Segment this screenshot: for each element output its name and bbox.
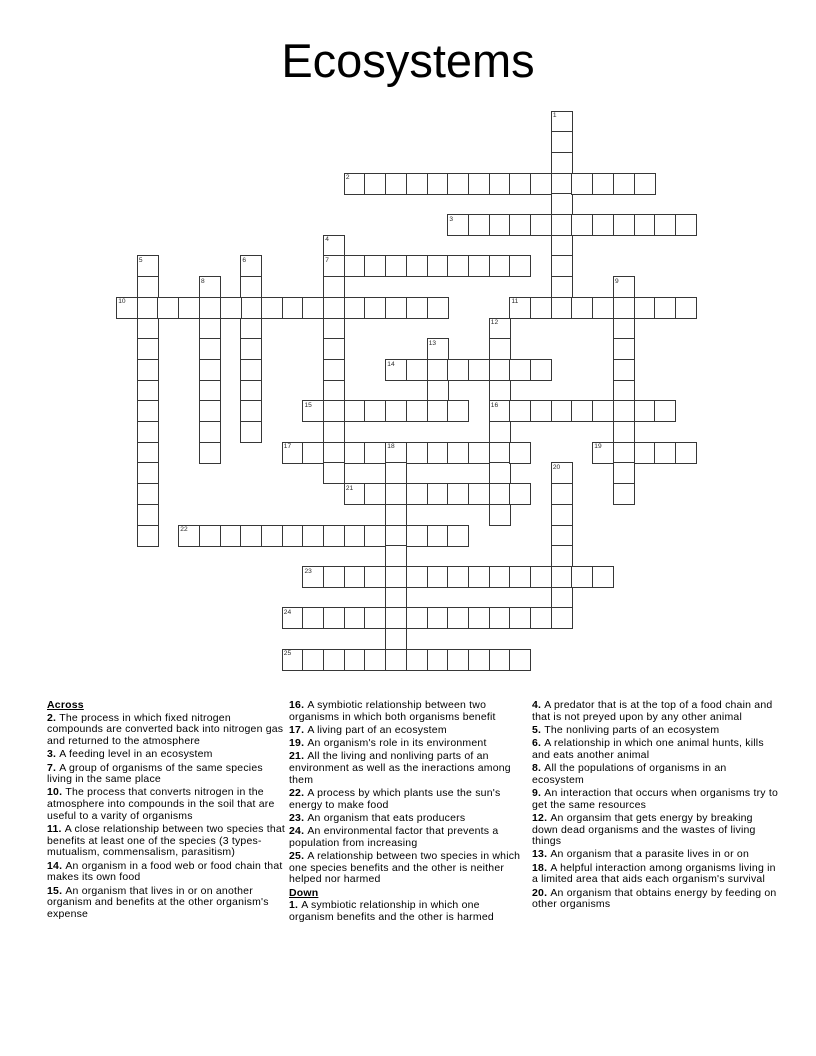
grid-cell[interactable] <box>447 255 469 277</box>
grid-cell[interactable] <box>509 607 531 629</box>
grid-cell[interactable] <box>302 297 324 319</box>
grid-cell[interactable] <box>530 607 552 629</box>
clue-number: 2. <box>47 711 60 724</box>
grid-cell[interactable] <box>551 504 573 526</box>
grid-cell[interactable] <box>344 400 366 422</box>
grid-number-label: 5 <box>138 257 143 264</box>
grid-cell[interactable] <box>530 566 552 588</box>
grid-number-label: 19 <box>594 443 602 451</box>
grid-cell[interactable] <box>364 255 386 277</box>
grid-cell[interactable] <box>468 214 490 236</box>
grid-cell[interactable] <box>427 483 449 505</box>
clue-item: 21. All the living and nonliving parts of an environment as well as the ineractions among them <box>289 750 511 786</box>
grid-number-label: 2 <box>345 174 350 182</box>
grid-cell[interactable] <box>571 214 593 236</box>
grid-cell[interactable] <box>613 359 635 381</box>
grid-cell[interactable] <box>654 442 676 464</box>
grid-cell[interactable] <box>427 649 449 671</box>
grid-cell[interactable] <box>157 297 179 319</box>
grid-cell[interactable] <box>302 649 324 671</box>
grid-cell[interactable] <box>406 359 428 381</box>
grid-number-label: 12 <box>490 319 499 327</box>
grid-cell[interactable] <box>489 649 511 671</box>
clue-item: 7. A group of organisms of the same species living in the same place <box>47 761 263 786</box>
grid-cell[interactable] <box>385 504 407 526</box>
grid-cell[interactable] <box>199 525 221 547</box>
grid-cell[interactable] <box>385 255 407 277</box>
grid-cell[interactable] <box>468 359 490 381</box>
grid-number-label: 10 <box>118 298 126 306</box>
grid-cell[interactable] <box>427 380 449 402</box>
grid-cell[interactable] <box>406 483 428 505</box>
grid-cell[interactable] <box>447 173 469 195</box>
grid-cell[interactable] <box>137 421 159 443</box>
grid-number-label: 6 <box>242 257 247 264</box>
clue-item: 1. A symbiotic relationship in which one organism benefits and the other is harmed <box>289 899 494 923</box>
grid-cell[interactable] <box>178 297 200 319</box>
grid-cell[interactable] <box>261 525 283 547</box>
grid-cell[interactable] <box>613 400 635 422</box>
puzzle-title: Ecosystems <box>281 34 535 87</box>
grid-cell[interactable] <box>364 566 386 588</box>
grid-cell[interactable] <box>551 587 573 609</box>
grid-cell[interactable] <box>364 173 386 195</box>
grid-cell[interactable] <box>240 359 262 381</box>
clue-number: 11. <box>47 823 65 836</box>
grid-cell[interactable] <box>323 649 345 671</box>
clue-item: 16. A symbiotic relationship between two organisms in which both organisms benefit <box>289 699 496 723</box>
grid-cell[interactable] <box>509 359 531 381</box>
grid-cell[interactable] <box>406 566 428 588</box>
grid-cell[interactable] <box>489 359 511 381</box>
grid-cell[interactable] <box>364 297 386 319</box>
grid-cell[interactable] <box>592 400 614 422</box>
grid-cell[interactable] <box>551 152 573 174</box>
grid-cell[interactable] <box>613 173 635 195</box>
clue-number: 12. <box>532 811 551 824</box>
grid-cell[interactable] <box>509 649 531 671</box>
grid-cell[interactable] <box>613 421 635 443</box>
grid-cell[interactable] <box>344 607 366 629</box>
grid-cell[interactable] <box>323 297 345 319</box>
clue-number: 9. <box>532 786 545 799</box>
grid-cell[interactable] <box>634 214 656 236</box>
grid-cell[interactable] <box>447 566 469 588</box>
clue-number: 22. <box>289 786 308 799</box>
grid-cell[interactable] <box>385 297 407 319</box>
clue-number: 16. <box>289 699 308 711</box>
grid-cell[interactable] <box>323 566 345 588</box>
grid-cell[interactable] <box>406 255 428 277</box>
grid-cell[interactable] <box>385 173 407 195</box>
grid-cell[interactable] <box>592 566 614 588</box>
grid-cell[interactable] <box>344 525 366 547</box>
grid-cell[interactable] <box>634 173 656 195</box>
clue-item: 6. A relationship in which one animal hunts, kills and eats another animal <box>532 737 764 761</box>
grid-cell[interactable] <box>323 607 345 629</box>
grid-cell[interactable] <box>489 504 511 526</box>
grid-cell[interactable] <box>240 297 262 319</box>
grid-cell[interactable] <box>551 193 573 215</box>
grid-cell[interactable] <box>344 649 366 671</box>
grid-cell[interactable] <box>654 297 676 319</box>
grid-cell[interactable] <box>489 173 511 195</box>
grid-cell[interactable] <box>406 442 428 464</box>
grid-cell[interactable] <box>199 380 221 402</box>
grid-cell[interactable] <box>323 525 345 547</box>
grid-number-label: 25 <box>283 650 292 658</box>
grid-number-label: 23 <box>304 567 312 575</box>
grid-cell[interactable] <box>489 483 511 505</box>
grid-cell[interactable] <box>137 525 159 547</box>
grid-cell[interactable] <box>323 380 345 402</box>
grid-cell[interactable] <box>551 525 573 547</box>
grid-cell[interactable] <box>364 400 386 422</box>
grid-number-label: 8 <box>201 277 205 285</box>
grid-cell[interactable] <box>323 359 345 381</box>
grid-cell[interactable] <box>551 545 573 567</box>
clue-item: 10. The process that converts nitrogen in the atmosphere into compounds in the soil that are useful to a varity of organisms <box>47 786 275 822</box>
grid-cell[interactable] <box>551 607 573 629</box>
clue-number: 15. <box>47 884 66 897</box>
grid-cell[interactable] <box>199 297 221 319</box>
clue-section-header: Across <box>47 699 84 711</box>
grid-cell[interactable] <box>406 525 428 547</box>
grid-cell[interactable] <box>613 483 635 505</box>
grid-cell[interactable] <box>427 173 449 195</box>
grid-cell[interactable] <box>344 297 366 319</box>
grid-cell[interactable] <box>323 421 345 443</box>
grid-cell[interactable] <box>385 649 407 671</box>
grid-cell[interactable] <box>509 566 531 588</box>
clue-item: 20. An organism that obtains energy by feeding on other organisms <box>532 886 777 911</box>
clue-number: 8. <box>532 762 545 775</box>
grid-cell[interactable] <box>364 607 386 629</box>
grid-cell[interactable] <box>406 649 428 671</box>
grid-cell[interactable] <box>137 483 159 505</box>
grid-cell[interactable] <box>530 400 552 422</box>
grid-cell[interactable] <box>220 525 242 547</box>
grid-cell[interactable] <box>385 525 407 547</box>
grid-cell[interactable] <box>551 131 573 153</box>
grid-cell[interactable] <box>323 462 345 484</box>
clue-item: 12. An organsim that gets energy by breaking down dead organisms and the wastes of living things <box>532 811 756 848</box>
grid-cell[interactable] <box>137 380 159 402</box>
grid-cell[interactable] <box>220 297 242 319</box>
grid-number-label: 15 <box>304 401 312 409</box>
grid-cell[interactable] <box>468 255 490 277</box>
grid-cell[interactable] <box>613 214 635 236</box>
grid-cell[interactable] <box>385 587 407 609</box>
grid-number-label: 4 <box>325 236 329 244</box>
grid-cell[interactable] <box>634 442 656 464</box>
grid-cell[interactable] <box>406 173 428 195</box>
grid-cell[interactable] <box>571 297 593 319</box>
clue-item: 24. An environmental factor that prevents a population from increasing <box>289 825 499 849</box>
grid-cell[interactable] <box>385 462 407 484</box>
grid-cell[interactable] <box>551 214 573 236</box>
grid-cell[interactable] <box>261 297 283 319</box>
grid-cell[interactable] <box>447 400 469 422</box>
grid-number-label: 24 <box>283 608 292 616</box>
grid-cell[interactable] <box>344 566 366 588</box>
grid-cell[interactable] <box>302 607 324 629</box>
grid-cell[interactable] <box>509 255 531 277</box>
clue-number: 25. <box>289 849 308 862</box>
grid-cell[interactable] <box>406 297 428 319</box>
grid-cell[interactable] <box>551 235 573 257</box>
grid-cell[interactable] <box>571 566 593 588</box>
grid-cell[interactable] <box>675 214 697 236</box>
grid-number-label: 11 <box>511 298 519 306</box>
grid-cell[interactable] <box>323 400 345 422</box>
grid-cell[interactable] <box>137 297 159 319</box>
clue-item: 3. A feeding level in an ecosystem <box>47 748 213 761</box>
grid-cell[interactable] <box>385 400 407 422</box>
grid-cell[interactable] <box>323 276 345 298</box>
grid-cell[interactable] <box>551 483 573 505</box>
grid-cell[interactable] <box>240 525 262 547</box>
clue-number: 13. <box>532 848 551 861</box>
grid-cell[interactable] <box>240 338 262 360</box>
grid-cell[interactable] <box>385 545 407 567</box>
grid-number-label: 14 <box>387 360 395 368</box>
grid-cell[interactable] <box>427 255 449 277</box>
clue-number: 4. <box>532 699 545 711</box>
grid-cell[interactable] <box>551 297 573 319</box>
grid-cell[interactable] <box>654 214 676 236</box>
grid-cell[interactable] <box>199 442 221 464</box>
grid-cell[interactable] <box>406 607 428 629</box>
grid-cell[interactable] <box>364 483 386 505</box>
grid-cell[interactable] <box>468 173 490 195</box>
clue-item: 14. An organism in a food web or food chain that makes its own food <box>47 859 283 884</box>
clue-number: 23. <box>289 811 308 824</box>
clue-column-2 <box>289 700 525 925</box>
grid-cell[interactable] <box>240 400 262 422</box>
grid-cell[interactable] <box>634 400 656 422</box>
grid-cell[interactable] <box>468 607 490 629</box>
clue-item: 9. An interaction that occurs when organisms try to get the same resources <box>532 786 778 811</box>
grid-cell[interactable] <box>427 525 449 547</box>
grid-cell[interactable] <box>302 442 324 464</box>
grid-cell[interactable] <box>137 359 159 381</box>
grid-cell[interactable] <box>468 566 490 588</box>
grid-cell[interactable] <box>427 297 449 319</box>
grid-cell[interactable] <box>427 359 449 381</box>
grid-cell[interactable] <box>509 173 531 195</box>
clue-item: 15. An organism that lives in or on another organism and benefits at the other organism's expense <box>47 884 269 920</box>
grid-cell[interactable] <box>509 214 531 236</box>
grid-cell[interactable] <box>385 607 407 629</box>
grid-cell[interactable] <box>468 649 490 671</box>
grid-cell[interactable] <box>489 442 511 464</box>
clue-number: 17. <box>289 723 308 736</box>
clue-number: 14. <box>47 859 66 872</box>
grid-cell[interactable] <box>592 214 614 236</box>
grid-number-label: 13 <box>428 339 437 347</box>
grid-number-label: 9 <box>615 277 619 285</box>
clue-number: 6. <box>532 737 545 750</box>
grid-cell[interactable] <box>364 525 386 547</box>
grid-cell[interactable] <box>447 483 469 505</box>
grid-number-label: 22 <box>180 526 188 534</box>
grid-cell[interactable] <box>509 442 531 464</box>
grid-cell[interactable] <box>613 297 635 319</box>
clue-item: 8. All the populations of organisms in an ecosystem <box>532 762 727 786</box>
grid-cell[interactable] <box>199 359 221 381</box>
clue-item: 18. A helpful interaction among organisms living in a limited area that aids each organism's survival <box>532 861 776 886</box>
grid-cell[interactable] <box>468 442 490 464</box>
grid-cell[interactable] <box>592 173 614 195</box>
grid-number-label: 17 <box>283 443 292 451</box>
grid-cell[interactable] <box>240 380 262 402</box>
grid-cell[interactable] <box>551 173 573 195</box>
grid-cell[interactable] <box>613 442 635 464</box>
clue-number: 1. <box>289 899 302 912</box>
clue-number: 20. <box>532 886 551 899</box>
clue-number: 7. <box>47 761 60 774</box>
grid-cell[interactable] <box>530 173 552 195</box>
grid-cell[interactable] <box>509 400 531 422</box>
grid-cell[interactable] <box>364 442 386 464</box>
grid-number-label: 3 <box>449 215 454 223</box>
grid-cell[interactable] <box>675 297 697 319</box>
grid-cell[interactable] <box>509 483 531 505</box>
clue-item: 19. An organism's role in its environment <box>289 737 487 750</box>
grid-cell[interactable] <box>489 214 511 236</box>
clue-number: 5. <box>532 723 545 736</box>
grid-cell[interactable] <box>489 421 511 443</box>
grid-cell[interactable] <box>137 442 159 464</box>
grid-cell[interactable] <box>302 525 324 547</box>
grid-cell[interactable] <box>406 400 428 422</box>
grid-cell[interactable] <box>137 504 159 526</box>
grid-cell[interactable] <box>323 338 345 360</box>
grid-cell[interactable] <box>489 607 511 629</box>
clue-item: 5. The nonliving parts of an ecosystem <box>532 723 720 736</box>
clue-number: 21. <box>289 750 308 763</box>
clue-item: 25. A relationship between two species in which one species benefits and the other is neither helped nor harmed <box>289 849 521 886</box>
grid-cell[interactable] <box>323 318 345 340</box>
grid-number-label: 21 <box>345 484 354 492</box>
grid-cell[interactable] <box>489 462 511 484</box>
grid-cell[interactable] <box>137 276 159 298</box>
clue-section-header: Down <box>289 886 319 899</box>
grid-cell[interactable] <box>199 421 221 443</box>
clue-item: 11. A close relationship between two species that benefits at least one of the species (3 types-mutualism, commensalism, parasitism) <box>47 823 286 859</box>
grid-cell[interactable] <box>551 276 573 298</box>
grid-cell[interactable] <box>613 462 635 484</box>
grid-cell[interactable] <box>137 318 159 340</box>
grid-cell[interactable] <box>613 318 635 340</box>
grid-cell[interactable] <box>447 525 469 547</box>
grid-cell[interactable] <box>199 318 221 340</box>
grid-number-label: 20 <box>552 464 561 471</box>
grid-cell[interactable] <box>199 338 221 360</box>
grid-cell[interactable] <box>323 442 345 464</box>
grid-cell[interactable] <box>344 255 366 277</box>
clue-item: 23. An organism that eats producers <box>289 811 466 824</box>
clue-number: 19. <box>289 737 308 750</box>
grid-cell[interactable] <box>634 297 656 319</box>
grid-cell[interactable] <box>282 297 304 319</box>
grid-cell[interactable] <box>489 380 511 402</box>
grid-number-label: 18 <box>387 443 395 451</box>
grid-cell[interactable] <box>427 442 449 464</box>
grid-cell[interactable] <box>447 359 469 381</box>
grid-cell[interactable] <box>199 400 221 422</box>
clue-number: 10. <box>47 786 66 799</box>
grid-cell[interactable] <box>489 566 511 588</box>
grid-cell[interactable] <box>489 255 511 277</box>
grid-cell[interactable] <box>447 649 469 671</box>
clue-item: 17. A living part of an ecosystem <box>289 723 447 736</box>
grid-cell[interactable] <box>530 214 552 236</box>
grid-cell[interactable] <box>240 318 262 340</box>
grid-cell[interactable] <box>592 297 614 319</box>
grid-cell[interactable] <box>551 400 573 422</box>
grid-cell[interactable] <box>571 400 593 422</box>
grid-cell[interactable] <box>613 380 635 402</box>
grid-cell[interactable] <box>427 400 449 422</box>
grid-cell[interactable] <box>137 338 159 360</box>
grid-number-label: 16 <box>490 401 499 409</box>
clue-number: 24. <box>289 825 308 838</box>
grid-cell[interactable] <box>344 442 366 464</box>
clue-number: 18. <box>532 861 551 874</box>
grid-cell[interactable] <box>364 649 386 671</box>
clue-column-3 <box>532 700 780 912</box>
grid-cell[interactable] <box>551 566 573 588</box>
grid-cell[interactable] <box>675 442 697 464</box>
grid-cell[interactable] <box>385 628 407 650</box>
grid-cell[interactable] <box>613 338 635 360</box>
grid-cell[interactable] <box>385 483 407 505</box>
grid-cell[interactable] <box>468 483 490 505</box>
grid-cell[interactable] <box>240 276 262 298</box>
grid-cell[interactable] <box>282 525 304 547</box>
grid-cell[interactable] <box>427 607 449 629</box>
grid-number-label: 7 <box>325 257 329 264</box>
clue-column-1 <box>47 700 287 922</box>
grid-cell[interactable] <box>530 297 552 319</box>
grid-cell[interactable] <box>427 566 449 588</box>
clue-item: 13. An organism that a parasite lives in or on <box>532 848 749 861</box>
grid-cell[interactable] <box>489 338 511 360</box>
grid-cell[interactable] <box>571 173 593 195</box>
grid-cell[interactable] <box>385 566 407 588</box>
clue-item: 4. A predator that is at the top of a food chain and that is not preyed upon by any other animal <box>532 699 773 723</box>
grid-cell[interactable] <box>137 462 159 484</box>
grid-cell[interactable] <box>530 359 552 381</box>
grid-cell[interactable] <box>447 607 469 629</box>
clue-number: 3. <box>47 748 60 761</box>
grid-cell[interactable] <box>137 400 159 422</box>
clue-item: 2. The process in which fixed nitrogen compounds are converted back into nitrogen gas and returned to the atmosphere <box>47 711 284 748</box>
grid-number-label: 1 <box>552 112 557 120</box>
grid-cell[interactable] <box>447 442 469 464</box>
grid-cell[interactable] <box>551 255 573 277</box>
clue-item: 22. A process by which plants use the sun's energy to make food <box>289 786 501 811</box>
grid-cell[interactable] <box>654 400 676 422</box>
grid-cell[interactable] <box>240 421 262 443</box>
